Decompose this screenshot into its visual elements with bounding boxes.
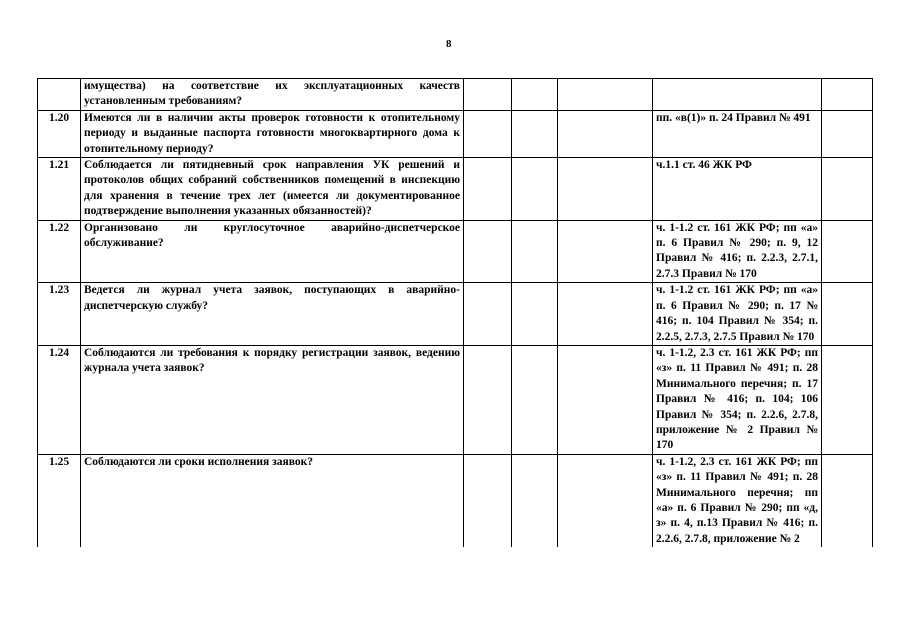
item-number: 1.23 [38, 283, 81, 346]
page-number: 8 [446, 38, 452, 50]
answer-yes-cell [464, 283, 512, 346]
answer-yes-cell [464, 110, 512, 157]
requirement-question: Соблюдаются ли сроки исполнения заявок? [81, 454, 464, 547]
answer-no-cell [512, 110, 558, 157]
notes-cell [822, 283, 873, 346]
not-applicable-cell [558, 158, 653, 221]
legal-reference: ч. 1-1.2 ст. 161 ЖК РФ; пп «а» п. 6 Правил № 290; п. 9, 12 Правил № 416; п. 2.2.3, 2.7.1, 2.7.3 Правил № 170 [653, 220, 822, 283]
not-applicable-cell [558, 454, 653, 547]
notes-cell [822, 454, 873, 547]
requirement-question: Имеются ли в наличии акты проверок готовности к отопительному периоду и выданные паспорта готовности многоквартирного дома к отопительному периоду? [81, 110, 464, 157]
answer-no-cell [512, 220, 558, 283]
item-number: 1.24 [38, 345, 81, 454]
answer-no-cell [512, 454, 558, 547]
table-row [38, 283, 873, 346]
table-row [38, 110, 873, 157]
not-applicable-cell [558, 283, 653, 346]
table-row [38, 220, 873, 283]
item-number: 1.22 [38, 220, 81, 283]
notes-cell [822, 110, 873, 157]
table-row [38, 454, 873, 547]
not-applicable-cell [558, 79, 653, 111]
legal-reference: ч. 1-1.2, 2.3 ст. 161 ЖК РФ; пп «з» п. 11 Правил № 491; п. 28 Минимального перечня; п. 17 Правил № 416; п. 104; 106 Правил № 354; п. 2.2.6, 2.7.8, приложение № 2 Правил № 170 [653, 345, 822, 454]
answer-yes-cell [464, 220, 512, 283]
answer-yes-cell [464, 454, 512, 547]
legal-reference [653, 79, 822, 111]
item-number: 1.20 [38, 110, 81, 157]
legal-reference: пп. «в(1)» п. 24 Правил № 491 [653, 110, 822, 157]
requirement-question: Ведется ли журнал учета заявок, поступающих в аварийно-диспетчерскую службу? [81, 283, 464, 346]
table-row [38, 345, 873, 454]
checklist-table [37, 78, 873, 547]
notes-cell [822, 220, 873, 283]
legal-reference: ч. 1-1.2, 2.3 ст. 161 ЖК РФ; пп «з» п. 11 Правил № 491; п. 28 Минимального перечня; пп «а» п. 6 Правил № 290; пп «д, з» п. 4, п.13 Правил № 416; п. 2.2.6, 2.7.8, приложение № 2 [653, 454, 822, 547]
answer-no-cell [512, 345, 558, 454]
legal-reference: ч. 1-1.2 ст. 161 ЖК РФ; пп «а» п. 6 Правил № 290; п. 17 № 416; п. 104 Правил № 354; п. 2.2.5, 2.7.3, 2.7.5 Правил № 170 [653, 283, 822, 346]
table-row [38, 158, 873, 221]
requirement-question: Соблюдаются ли требования к порядку регистрации заявок, ведению журнала учета заявок? [81, 345, 464, 454]
answer-no-cell [512, 158, 558, 221]
answer-yes-cell [464, 158, 512, 221]
notes-cell [822, 158, 873, 221]
answer-no-cell [512, 283, 558, 346]
requirement-question: Соблюдается ли пятидневный срок направления УК решений и протоколов общих собраний собственников помещений в инспекцию для хранения в течение трех лет (имеется ли документированное подтверждение выполнения указанных обязанностей)? [81, 158, 464, 221]
legal-reference: ч.1.1 ст. 46 ЖК РФ [653, 158, 822, 221]
requirement-question: Организовано ли круглосуточное аварийно-диспетчерское обслуживание? [81, 220, 464, 283]
answer-yes-cell [464, 345, 512, 454]
item-number: 1.21 [38, 158, 81, 221]
item-number [38, 79, 81, 111]
notes-cell [822, 345, 873, 454]
answer-yes-cell [464, 79, 512, 111]
not-applicable-cell [558, 110, 653, 157]
notes-cell [822, 79, 873, 111]
requirement-question: имущества) на соответствие их эксплуатационных качеств установленным требованиям? [81, 79, 464, 111]
table-row [38, 79, 873, 111]
answer-no-cell [512, 79, 558, 111]
item-number: 1.25 [38, 454, 81, 547]
not-applicable-cell [558, 220, 653, 283]
not-applicable-cell [558, 345, 653, 454]
